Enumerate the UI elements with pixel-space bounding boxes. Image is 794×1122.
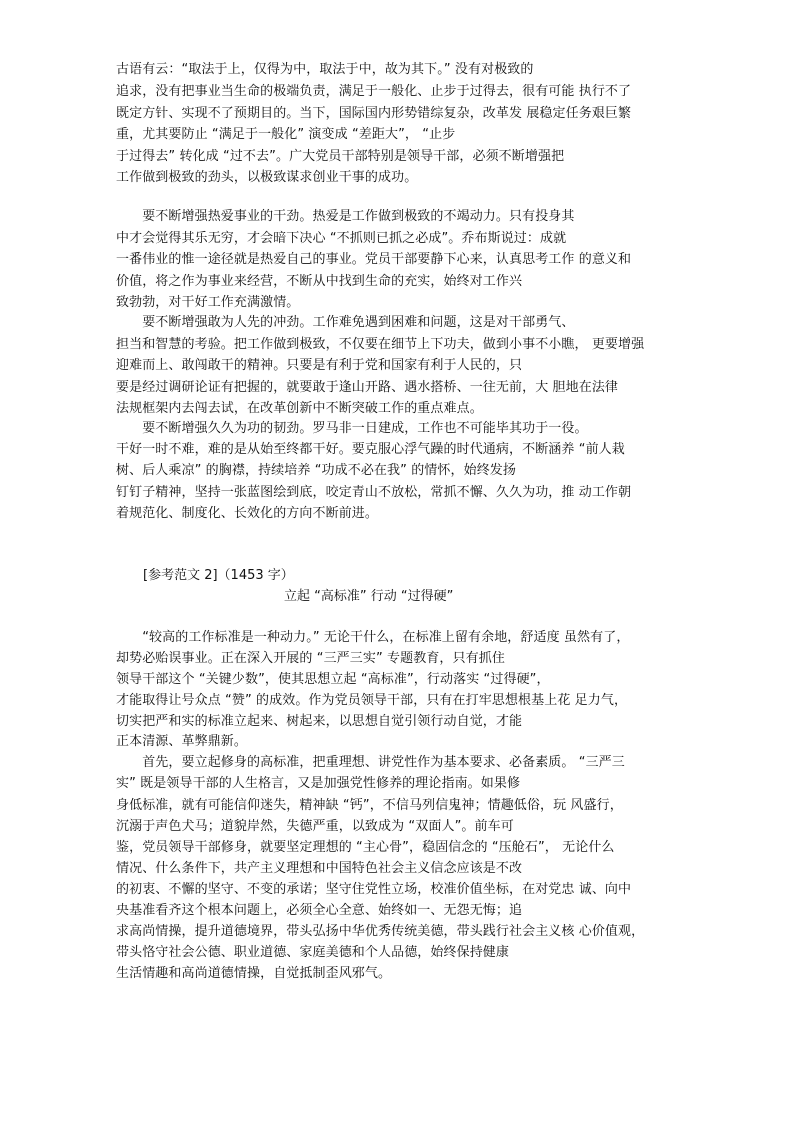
paragraph-line: 要是经过调研论证有把握的，就要敢于逢山开路、遇水搭桥、一往无前，大 胆地在法律	[116, 380, 619, 395]
paragraph-line: 迎难而上、敢闯敢干的精神。只要是有利于党和国家有利于人民的，只	[116, 358, 523, 373]
paragraph-line: 要不断增强敢为人先的冲劲。工作难免遇到困难和问题，这是对干部勇气、	[116, 315, 575, 330]
paragraph-line: 求高尚情操，提升道德境界，带头弘扬中华优秀传统美德，带头践行社会主义核 心价值观，	[116, 924, 645, 939]
paragraph-line: 首先，要立起修身的高标准，把重理想、讲党性作为基本要求、必备素质。 “三严三	[116, 755, 625, 770]
paragraph-line: 古语有云：“取法于上，仅得为中，取法于中，故为其下。” 没有对极致的	[116, 62, 534, 77]
paragraph-line: 生活情趣和高尚道德情操，自觉抵制歪风邪气。	[116, 966, 392, 981]
article-title: 立起 “高标准” 行动 “过得硬”	[284, 589, 454, 604]
paragraph-line: 情况、什么条件下，共产主义理想和中国特色社会主义信念应该是不改	[116, 861, 523, 876]
paragraph-line: 身低标准，就有可能信仰迷失，精神缺 “钙”，不信马列信鬼神；情趣低俗，玩 风盛行，	[116, 798, 623, 813]
paragraph-line: 追求，没有把事业当生命的极端负责，满足于一般化、止步于过得去，很有可能 执行不了	[116, 84, 632, 99]
paragraph-line: 一番伟业的惟一途径就是热爱自己的事业。党员干部要静下心来，认真思考工作 的意义和	[116, 252, 632, 267]
paragraph-line: 既定方针、实现不了预期目的。当下，国际国内形势错综复杂，改革发 展稳定任务艰巨繁	[116, 106, 632, 121]
paragraph-line: 鉴，党员领导干部修身，就要坚定理想的 “主心骨”，稳固信念的 “压舱石”， 无论什么	[116, 840, 615, 855]
paragraph-line: “较高的工作标准是一种动力。” 无论干什么，在标准上留有余地，舒适度 虽然有了，	[116, 630, 630, 645]
paragraph-line: 才能取得让号众点 “赞” 的成效。作为党员领导干部，只有在打牢思想根基上花 足力气，	[116, 693, 628, 708]
paragraph-line: 树、后人乘凉” 的胸襟，持续培养 “功成不必在我” 的情怀，始终发扬	[116, 463, 517, 478]
paragraph-line: 钉钉子精神，坚持一张蓝图绘到底，咬定青山不放松，常抓不懈、久久为功，推 动工作朝	[116, 485, 632, 500]
paragraph-line: 重，尤其要防止 “满足于一般化” 演变成 “差距大”， “止步	[116, 127, 456, 142]
paragraph-line: 工作做到极致的劲头，以极致谋求创业干事的成功。	[116, 170, 418, 185]
paragraph-line: 着规范化、制度化、长效化的方向不断前进。	[116, 506, 379, 521]
paragraph-line: 却势必贻误事业。正在深入开展的 “三严三实” 专题教育，只有抓住	[116, 651, 505, 666]
paragraph-line: 要不断增强热爱事业的干劲。热爱是工作做到极致的不竭动力。只有投身其	[116, 209, 575, 224]
paragraph-line: 要不断增强久久为功的韧劲。罗马非一日建成，工作也不可能毕其功于一役。	[116, 421, 588, 436]
paragraph-line: 致勃勃，对干好工作充满激情。	[116, 295, 300, 310]
paragraph-line: 带头恪守社会公德、职业道德、家庭美德和个人品德，始终保持健康	[116, 945, 510, 960]
paragraph-line: 正本清源、革弊鼎新。	[116, 734, 248, 749]
paragraph-line: 于过得去” 转化成 “过不去”。广大党员干部特别是领导干部，必须不断增强把	[116, 149, 565, 164]
paragraph-line: 领导干部这个 “关键少数”，使其思想立起 “高标准”，行动落实 “过得硬”，	[116, 672, 550, 687]
paragraph-line: 实” 既是领导干部的人生格言，又是加强党性修养的理论指南。如果修	[116, 776, 521, 791]
paragraph-line: 中才会觉得其乐无穷，才会暗下决心 “不抓则已抓之必成”。乔布斯说过：成就	[116, 231, 567, 246]
paragraph-line: 法规框架内去闯去试，在改革创新中不断突破工作的重点难点。	[116, 401, 483, 416]
paragraph-line: 的初衷、不懈的坚守、不变的承诺；坚守住党性立场，校准价值坐标，在对党忠 诚、向中	[116, 882, 632, 897]
paragraph-line: 干好一时不难，难的是从始至终都干好。要克服心浮气躁的时代通病，不断涵养 “前人栽	[116, 442, 625, 457]
paragraph-line: 沉溺于声色犬马；道貌岸然，失德严重，以致成为 “双面人”。前车可	[116, 819, 514, 834]
reference-label: [参考范文 2]（1453 字）	[143, 568, 294, 583]
paragraph-line: 担当和智慧的考验。把工作做到极致，不仅要在细节上下功夫，做到小事不小瞧， 更要增强	[116, 337, 645, 352]
paragraph-line: 切实把严和实的标准立起来、树起来，以思想自觉引领行动自觉，才能	[116, 714, 523, 729]
paragraph-line: 央基准看齐这个根本问题上，必须全心全意、始终如一、无怨无悔；追	[116, 903, 523, 918]
paragraph-line: 价值，将之作为事业来经营，不断从中找到生命的充实，始终对工作兴	[116, 274, 523, 289]
